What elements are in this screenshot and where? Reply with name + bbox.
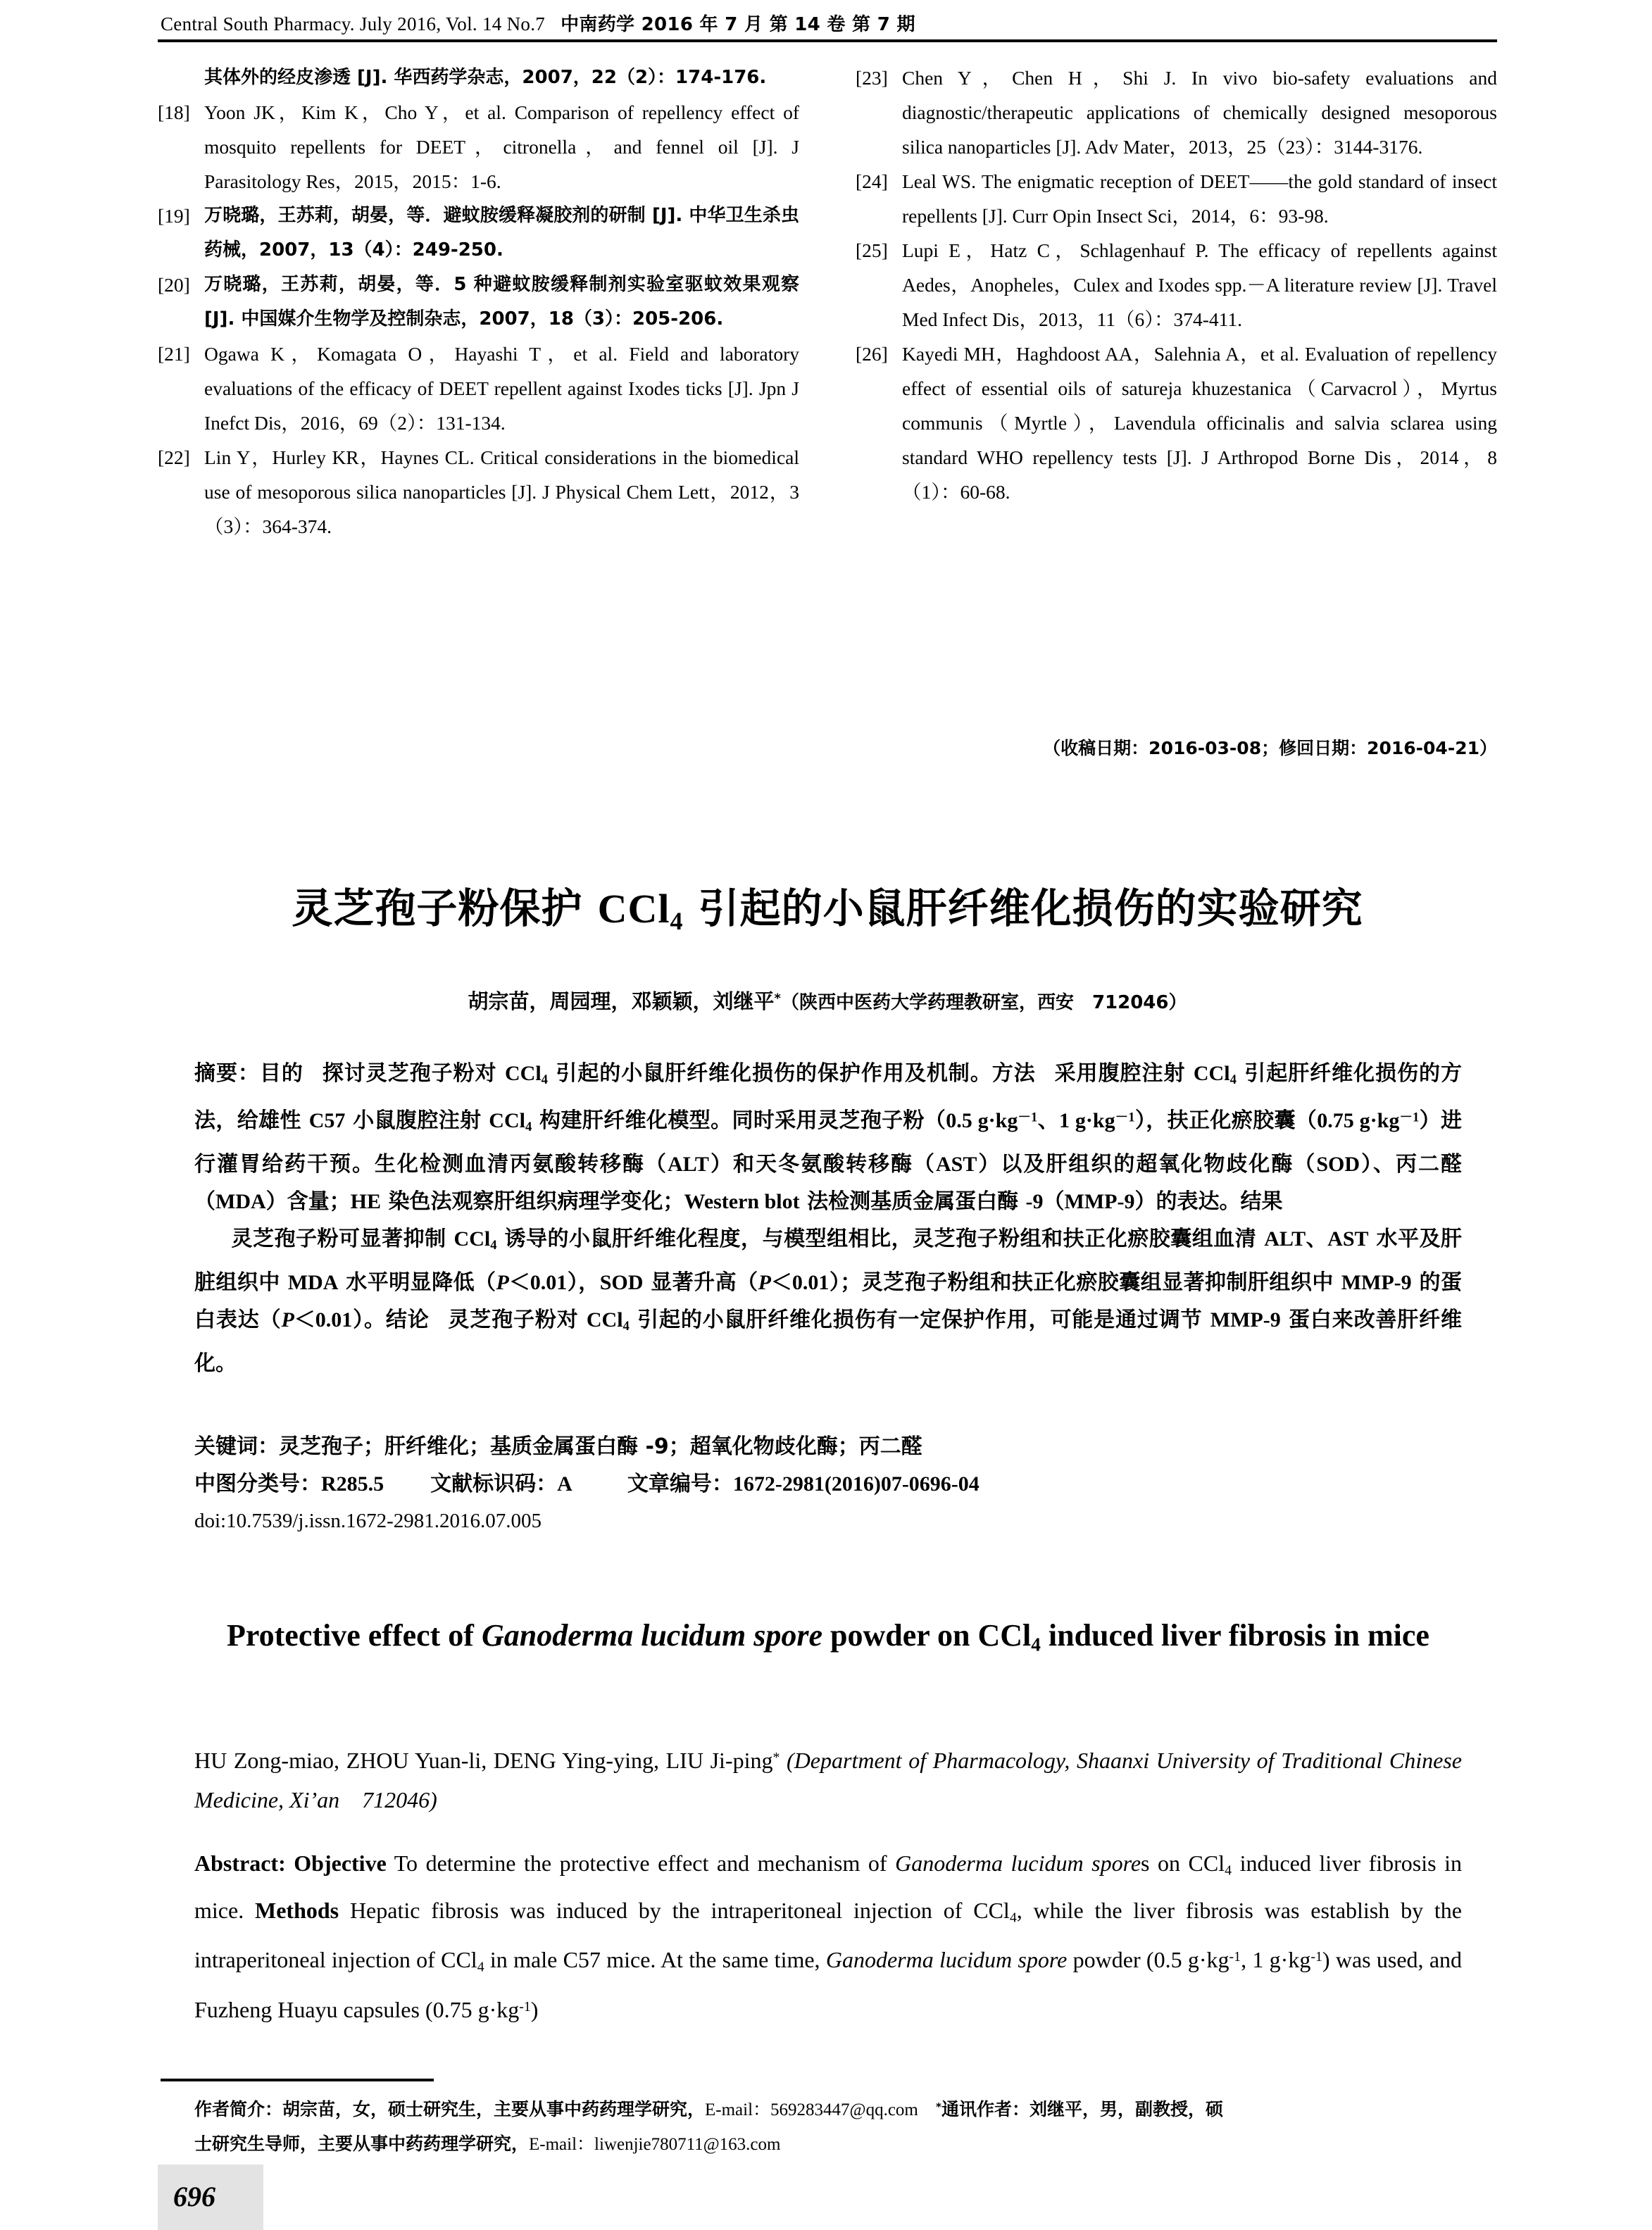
abstract-objective-c: induced liver fibrosis in mice.: [194, 1850, 1462, 1923]
article-id-label: 文章编号：: [627, 1472, 733, 1496]
abstract-methods-a: Hepatic fibrosis was induced by the intraperitoneal injection of CCl: [339, 1897, 1010, 1923]
english-title-part-c: induced liver fibrosis in mice: [1040, 1618, 1429, 1653]
abstract-methods-label: Methods: [255, 1897, 339, 1923]
chinese-abstract: [194, 1055, 1462, 1382]
abstract-species-2: Ganoderma lucidum spore: [825, 1947, 1068, 1973]
objective-text: 探讨灵芝孢子粉对 CCl$_4$ 引起的小鼠肝纤维化损伤的保护作用及机制。: [321, 1061, 992, 1088]
article-id-value: 1672-2981(2016)07-0696-04: [732, 1472, 980, 1496]
clc-value: R285.5: [321, 1472, 384, 1496]
abstract-superscript-1: -1: [1229, 1949, 1241, 1965]
english-abstract: [194, 1843, 1462, 2029]
article-chinese-title: [158, 875, 1497, 936]
reference-item: [158, 268, 799, 337]
reference-text: Lin Y，Hurley KR，Haynes CL. Critical considerations in the biomedical use of mesoporous silica nanoparticles [J]. J Physical Chem Lett，2012，3（3）：364-374.: [204, 446, 799, 537]
results-text: 灵芝孢子粉可显著抑制 CCl$_4$ 诱导的小鼠肝纤维化程度，与模型组相比，灵芝孢子粉组和扶正化瘀胶囊组血清 ALT、AST 水平及肝脏组织中 MDA 水平明显降低（P＜0.01），SOD 显著升高（P＜0.01）；灵芝孢子粉组和扶正化瘀胶囊组显著抑制肝组织中 MMP-9 的蛋白表达（P＜0.01）。: [194, 1226, 1463, 1333]
reference-number: [22]: [158, 446, 190, 468]
footnote-line-1: 作者简介：胡宗苗，女，硕士研究生，主要从事中药药理学研究，E-mail：569283447@qq.com *通讯作者：刘继平，男，副教授，硕: [194, 2099, 1224, 2120]
footnote-block: [194, 2090, 1497, 2162]
reference-text: Chen Y，Chen H，Shi J. In vivo bio-safety evaluations and diagnostic/therapeutic applications of chemically designed mesoporous silica nanoparticles [J]. Adv Mater，2013，25（23）：3144-3176.: [902, 67, 1497, 158]
reference-item: [158, 337, 799, 440]
chinese-affiliation: （陕西中医药大学药理教研室，西安 712046）: [780, 992, 1187, 1013]
running-head-chinese: 中南药学 2016 年 7 月 第 14 卷 第 7 期: [561, 14, 915, 35]
article-chinese-authors: [158, 986, 1497, 1015]
classification-codes: [194, 1465, 1462, 1503]
reference-item: [158, 440, 799, 544]
reference-text: 万晓璐，王苏莉，胡晏，等．5 种避蚊胺缓释制剂实验室驱蚊效果观察 [J]. 中国媒介生物学及控制杂志，2007，18（3）：205-206.: [204, 274, 799, 330]
reference-item: [158, 61, 799, 95]
abstract-subscript-3: 4: [477, 1959, 484, 1975]
reference-item: [158, 95, 799, 199]
chinese-title-part1: 灵芝孢子粉保护: [292, 884, 598, 932]
chinese-keywords: [194, 1428, 1462, 1465]
article-english-title: [194, 1612, 1462, 1668]
chinese-title-formula-subscript: 4: [670, 907, 684, 936]
english-title-subscript: 4: [1031, 1634, 1041, 1655]
methods-label: 方法: [991, 1061, 1036, 1086]
reference-text: Ogawa K，Komagata O，Hayashi T，et al. Field and laboratory evaluations of the efficacy of DEET repellent against Ixodes ticks [J]. Jpn J Inefct Dis，2016，69（2）：131-134.: [204, 343, 799, 434]
abstract-species-1: Ganoderma lucidum spore: [895, 1850, 1141, 1876]
reference-number: [26]: [856, 343, 888, 365]
document-code-label: 文献标识码：: [430, 1472, 558, 1496]
english-affiliation: (Department of Pharmacology, Shaanxi University of Traditional Chinese Medicine, Xi’an 712046): [194, 1748, 1463, 1813]
references-left-column: [158, 61, 799, 544]
abstract-superscript-3: -1: [519, 1998, 531, 2015]
references-section: [158, 61, 1497, 544]
abstract-methods-f: ) was used, and Fuzheng Huayu capsules (0.75 g·kg: [194, 1947, 1463, 2022]
abstract-superscript-2: -1: [1310, 1949, 1322, 1965]
reference-number: [24]: [856, 170, 888, 192]
doi-line: doi:10.7539/j.issn.1672-2981.2016.07.005: [194, 1510, 542, 1532]
reference-number: [20]: [158, 274, 190, 296]
reference-text: 其体外的经皮渗透 [J]. 华西药学杂志，2007，22（2）：174-176.: [204, 67, 767, 88]
abstract-subscript-2: 4: [1009, 1910, 1017, 1926]
methods-text: 采用腹腔注射 CCl$_4$ 引起肝纤维化损伤的方法，给雄性 C57 小鼠腹腔注射 CCl$_4$ 构建肝纤维化模型。同时采用灵芝孢子粉（0.5 $g\cdot kg^{-1}$、1 $g\cdot kg^{-1}$），扶正化瘀胶囊（0.75 $g\cdot kg^{-1}$）进行灌胃给药干预。生化检测血清丙氨酸转移酶（ALT）和天冬氨酸转移酶（AST）以及肝组织的超氧化物歧化酶（SOD）、丙二醛（MDA）含量；HE 染色法观察肝组织病理学变化；Western blot 法检测基质金属蛋白酶 -9（MMP-9）的表达。: [194, 1061, 1463, 1214]
reference-number: [18]: [158, 101, 190, 123]
keywords-value: 灵芝孢子；肝纤维化；基质金属蛋白酶 -9；超氧化物歧化酶；丙二醛: [279, 1434, 922, 1459]
page-number: 696: [173, 2181, 215, 2212]
abstract-objective-a: To determine the protective effect and mechanism of: [386, 1850, 896, 1876]
article-english-authors: [194, 1738, 1462, 1819]
header-rule: [158, 39, 1497, 42]
reference-item: [856, 233, 1497, 337]
reference-text: 万晓璐，王苏莉，胡晏，等．避蚊胺缓释凝胶剂的研制 [J]. 中华卫生杀虫药械，2007，13（4）：249-250.: [204, 205, 799, 261]
reference-item: [158, 199, 799, 268]
abstract-methods-d: powder (0.5 g·kg: [1067, 1947, 1229, 1973]
reference-text: Lupi E，Hatz C，Schlagenhauf P. The efficacy of repellents against Aedes，Anopheles，Culex and Ixodes spp.－A literature review [J]. Travel Med Infect Dis，2013，11（6）：374-411.: [902, 239, 1497, 330]
page-number-badge: [158, 2165, 263, 2230]
english-title-part-b: powder on CCl: [822, 1618, 1032, 1653]
reference-item: [856, 164, 1497, 233]
conclusion-text: 灵芝孢子粉对 CCl$_4$ 引起的小鼠肝纤维化损伤有一定保护作用，可能是通过调节 MMP-9 蛋白来改善肝纤维化。: [194, 1308, 1463, 1377]
received-date-line: （收稿日期：2016-03-08；修回日期：2016-04-21）: [1043, 738, 1497, 758]
abstract-methods-e: , 1 g·kg: [1241, 1947, 1311, 1973]
footnote-rule: [161, 2079, 434, 2081]
corresponding-author-marker: *: [772, 1750, 780, 1765]
reference-text: Yoon JK，Kim K，Cho Y，et al. Comparison of repellency effect of mosquito repellents for DEET，citronella，and fennel oil [J]. J Parasitology Res，2015，2015：1-6.: [204, 101, 799, 192]
abstract-methods-g: ): [530, 1996, 539, 2022]
conclusion-label: 结论: [385, 1308, 430, 1333]
keywords-label: 关键词：: [194, 1434, 279, 1459]
chinese-title-formula: CCl: [597, 886, 670, 932]
clc-label: 中图分类号：: [194, 1472, 321, 1496]
abstract-objective-b: s on CCl: [1141, 1850, 1225, 1876]
running-head: [161, 10, 1498, 36]
reference-text: Kayedi MH，Haghdoost AA，Salehnia A，et al. Evaluation of repellency effect of essential oils of satureja khuzestanica（Carvacrol），Myrtus communis（Myrtle），Lavendula officinalis and salvia sclarea using standard WHO repellency tests [J]. J Arthropod Borne Dis，2014，8（1）：60-68.: [902, 343, 1497, 503]
references-right-column: [856, 61, 1497, 544]
reference-number: [19]: [158, 205, 190, 227]
english-title-part-a: Protective effect of: [227, 1618, 482, 1653]
chinese-title-part2: 引起的小鼠肝纤维化损伤的实验研究: [683, 884, 1363, 932]
abstract-subscript-1: 4: [1225, 1862, 1232, 1879]
running-head-english: Central South Pharmacy. July 2016, Vol. 14 No.7: [161, 13, 546, 35]
english-title-species: Ganoderma lucidum spore: [481, 1618, 823, 1653]
document-code-value: A: [557, 1472, 572, 1496]
reference-number: [158, 61, 204, 95]
abstract-objective-label: Abstract: Objective: [194, 1850, 387, 1876]
chinese-author-names: 胡宗苗，周园理，邓颖颖，刘继平: [468, 989, 775, 1013]
abstract-methods-c: in male C57 mice. At the same time,: [484, 1947, 826, 1973]
reference-item: [856, 337, 1497, 509]
abstract-methods-b: , while the liver fibrosis was establish by the intraperitoneal injection of CCl: [194, 1897, 1463, 1973]
footnote-line-2: 士研究生导师，主要从事中药药理学研究，E-mail：liwenjie780711@163.com: [194, 2134, 781, 2155]
corresponding-author-marker: *: [774, 991, 781, 1006]
reference-text: Leal WS. The enigmatic reception of DEET——the gold standard of insect repellents [J]. Curr Opin Insect Sci，2014，6：93-98.: [902, 170, 1497, 227]
abstract-label: 摘要：: [194, 1061, 260, 1086]
reference-item: [856, 61, 1497, 164]
reference-number: [25]: [856, 239, 888, 261]
results-label: 结果: [1240, 1189, 1283, 1214]
reference-number: [23]: [856, 67, 888, 89]
english-author-names: HU Zong-miao, ZHOU Yuan-li, DENG Ying-ying, LIU Ji-ping: [194, 1748, 773, 1774]
reference-number: [21]: [158, 343, 190, 365]
objective-label: 目的: [259, 1061, 304, 1086]
